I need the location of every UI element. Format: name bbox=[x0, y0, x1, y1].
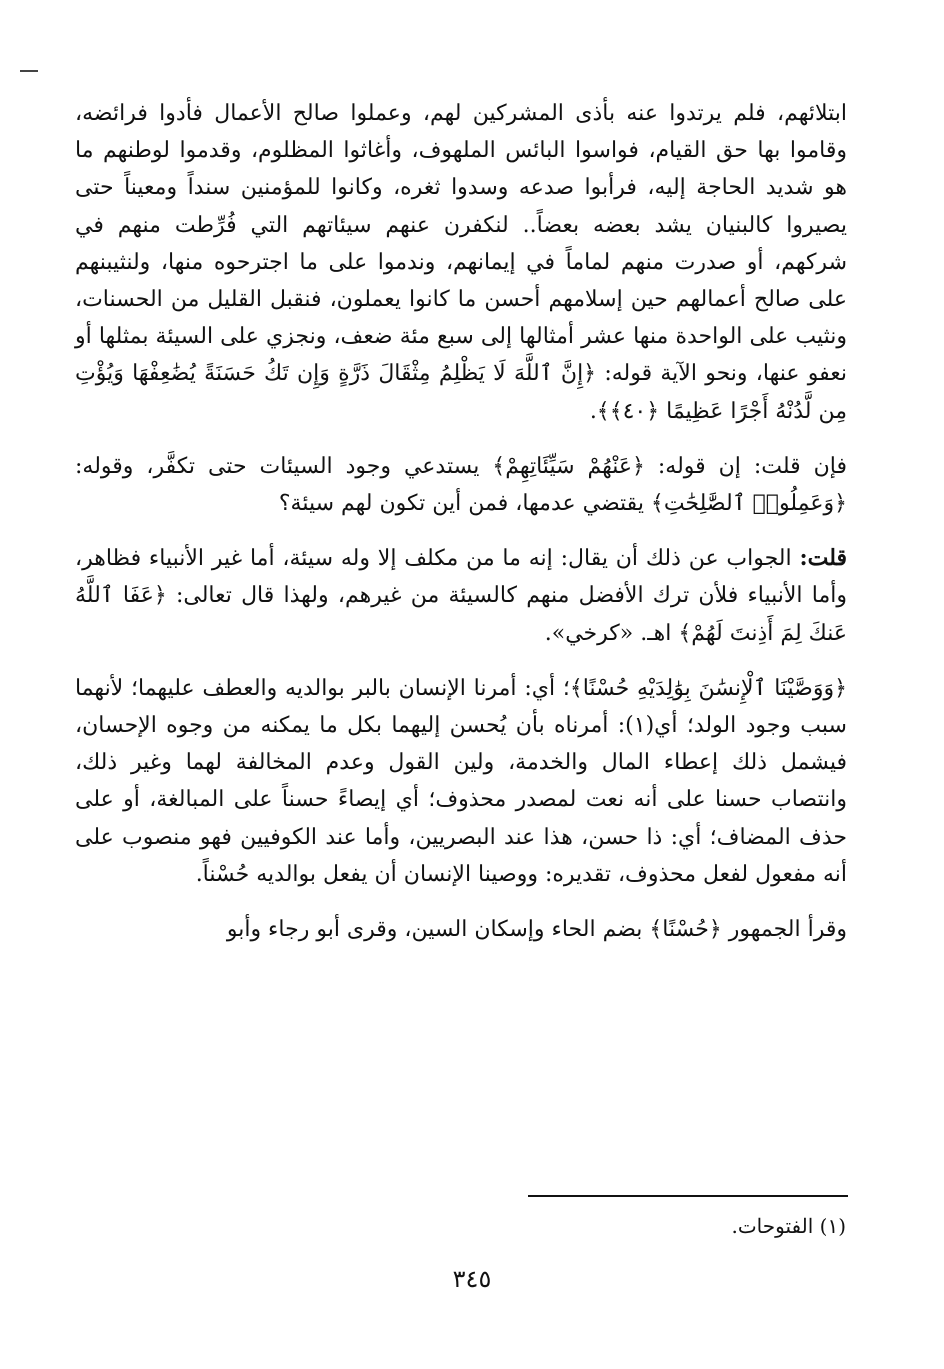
paragraph-text: الجواب عن ذلك أن يقال: إنه ما من مكلف إلا وله سيئة، أما غير الأنبياء فظاهر، وأما الأنبياء فلأن ترك الأفضل منهم كالسيئة من غيرهم، ولهذا قال تعالى: ﴿عَفَا ٱللَّهُ عَنكَ لِمَ أَذِنتَ لَهُمْ﴾ اهـ. «كرخي». bbox=[75, 546, 847, 646]
paragraph: ابتلائهم، فلم يرتدوا عنه بأذى المشركين لهم، وعملوا صالح الأعمال فأدوا فرائضه، وقاموا بها حق القيام، فواسوا البائس الملهوف، وأغاثوا المظلوم، وقدموا لوطنهم ما هو شديد الحاجة إليه، فرأبوا صدعه وسدوا ثغره، وكانوا للمؤمنين سنداً ومعيناً حتى يصيروا كالبنيان يشد بعضه بعضاً.. لنكفرن عنهم سيئاتهم التي فُرِّطت منهم في شركهم، أو صدرت منهم لماماً في إيمانهم، وندموا على ما اجترحوه منها، ولنثيبنهم على صالح أعمالهم حين إسلامهم أحسن ما كانوا يعملون، فنقبل القليل من الحسنات، ونثيب على الواحدة منها عشر أمثالها إلى سبع مئة ضعف، ونجزي على السيئة بمثلها أو نعفو عنها، ونحو الآية قوله: ﴿إِنَّ ٱللَّهَ لَا يَظْلِمُ مِثْقَالَ ذَرَّةٍ وَإِن تَكُ حَسَنَةً يُضَٰعِفْهَا وَيُؤْتِ مِن لَّدُنْهُ أَجْرًا عَظِيمًا ﴿٤٠﴾﴾. bbox=[75, 101, 847, 424]
page-body bbox=[75, 95, 847, 948]
page-number: ٣٤٥ bbox=[452, 1265, 492, 1293]
margin-dash bbox=[20, 70, 38, 72]
footnote: (١) الفتوحات. bbox=[731, 1214, 846, 1238]
footnote-separator bbox=[528, 1195, 848, 1197]
paragraph: فإن قلت: إن قوله: ﴿عَنْهُمْ سَيِّئَاتِهِمْ﴾ يستدعي وجود السيئات حتى تكفَّر، وقوله: ﴿وَعَمِلُوا۟ ٱلصَّٰلِحَٰتِ﴾ يقتضي عدمها، فمن أين تكون لهم سيئة؟ bbox=[75, 453, 847, 517]
paragraph bbox=[75, 540, 847, 652]
paragraph: ﴿وَوَصَّيْنَا ٱلْإِنسَٰنَ بِوَٰلِدَيْهِ حُسْنًا﴾؛ أي: أمرنا الإنسان بالبر بوالديه والعطف عليهما؛ لأنهما سبب وجود الولد؛ أي(١): أمرناه بأن يُحسن إليهما بكل ما يمكنه من وجوه الإحسان، فيشمل ذلك إعطاء المال والخدمة، ولين القول وعدم المخالفة لهما وغير ذلك، وانتصاب حسنا على أنه نعت لمصدر محذوف؛ أي إيصاءً حسناً على المبالغة، أو على حذف المضاف؛ أي: ذا حسن، هذا عند البصريين، وأما عند الكوفيين فهو منصوب على أنه مفعول لفعل محذوف، تقديره: ووصينا الإنسان أن يفعل بوالديه حُسْناً. bbox=[75, 675, 847, 887]
paragraph: وقرأ الجمهور ﴿حُسْنًا﴾ بضم الحاء وإسكان السين، وقرى أبو رجاء وأبو bbox=[226, 917, 847, 943]
answer-label: قلت: bbox=[799, 545, 847, 572]
